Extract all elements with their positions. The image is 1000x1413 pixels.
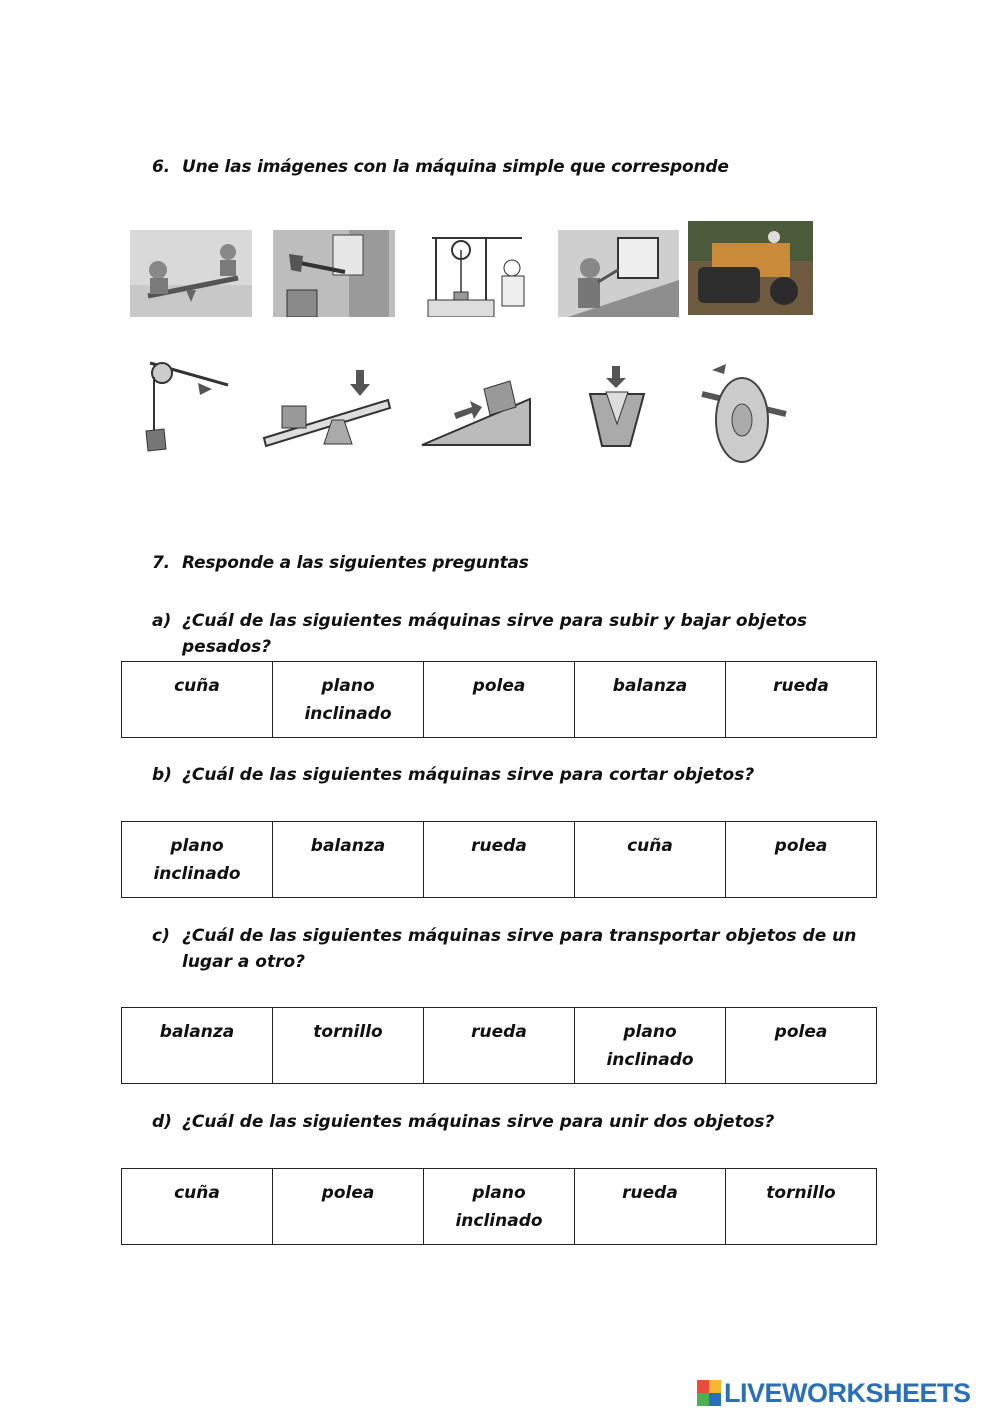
inclined-plane-drawing[interactable]	[420, 375, 532, 447]
wheel-and-axle-drawing[interactable]	[700, 360, 790, 470]
option-cell[interactable]: polea	[726, 1008, 877, 1084]
options-table-d	[121, 1168, 877, 1245]
question-c	[152, 923, 882, 975]
axe-chopping-photo[interactable]	[273, 230, 395, 317]
option-cell[interactable]: rueda	[424, 822, 575, 898]
road-roller-photo[interactable]	[688, 221, 813, 315]
question-text: ¿Cuál de las siguientes máquinas sirve para subir y bajar objetos pesados?	[182, 611, 808, 657]
option-cell[interactable]: rueda	[424, 1008, 575, 1084]
question-letter: d)	[152, 1112, 172, 1132]
option-cell[interactable]: rueda	[726, 662, 877, 738]
question-letter: a)	[152, 611, 172, 631]
section-7-title: Responde a las siguientes preguntas	[182, 553, 529, 573]
brand-text: LIVEWORKSHEETS	[724, 1377, 971, 1408]
question-text: ¿Cuál de las siguientes máquinas sirve para transportar objetos de un lugar a otro?	[182, 926, 857, 972]
option-cell[interactable]: plano inclinado	[122, 822, 273, 898]
option-cell[interactable]: tornillo	[273, 1008, 424, 1084]
option-cell[interactable]: polea	[273, 1169, 424, 1245]
option-cell[interactable]: plano inclinado	[424, 1169, 575, 1245]
question-letter: b)	[152, 765, 172, 785]
option-cell[interactable]: polea	[726, 822, 877, 898]
wedge-drawing[interactable]	[582, 364, 652, 448]
options-table-c	[121, 1007, 877, 1084]
section-7-number: 7.	[152, 553, 170, 573]
options-table-b	[121, 821, 877, 898]
option-cell[interactable]: polea	[424, 662, 575, 738]
section-7-heading	[152, 553, 529, 573]
option-cell[interactable]: balanza	[575, 662, 726, 738]
seesaw-kids-photo[interactable]	[130, 230, 252, 317]
option-cell[interactable]: tornillo	[726, 1169, 877, 1245]
question-a	[152, 608, 882, 660]
section-6-number: 6.	[152, 157, 170, 177]
liveworksheets-brand[interactable]	[697, 1378, 971, 1408]
pulley-drawing[interactable]	[140, 355, 232, 455]
option-cell[interactable]: cuña	[122, 1169, 273, 1245]
question-text: ¿Cuál de las siguientes máquinas sirve para unir dos objetos?	[182, 1112, 775, 1132]
option-cell[interactable]: cuña	[122, 662, 273, 738]
question-b	[152, 762, 882, 788]
section-6-heading	[152, 157, 729, 177]
question-text: ¿Cuál de las siguientes máquinas sirve para cortar objetos?	[182, 765, 755, 785]
question-letter: c)	[152, 926, 170, 946]
water-well-photo[interactable]	[424, 230, 530, 317]
options-table-a	[121, 661, 877, 738]
lever-drawing[interactable]	[262, 368, 392, 450]
option-cell[interactable]: plano inclinado	[273, 662, 424, 738]
option-cell[interactable]: rueda	[575, 1169, 726, 1245]
question-d	[152, 1109, 882, 1135]
section-6-title: Une las imágenes con la máquina simple que corresponde	[182, 157, 729, 177]
liveworksheets-logo-icon	[697, 1380, 721, 1406]
girl-pushing-box-photo[interactable]	[558, 230, 679, 317]
option-cell[interactable]: cuña	[575, 822, 726, 898]
option-cell[interactable]: plano inclinado	[575, 1008, 726, 1084]
option-cell[interactable]: balanza	[122, 1008, 273, 1084]
option-cell[interactable]: balanza	[273, 822, 424, 898]
